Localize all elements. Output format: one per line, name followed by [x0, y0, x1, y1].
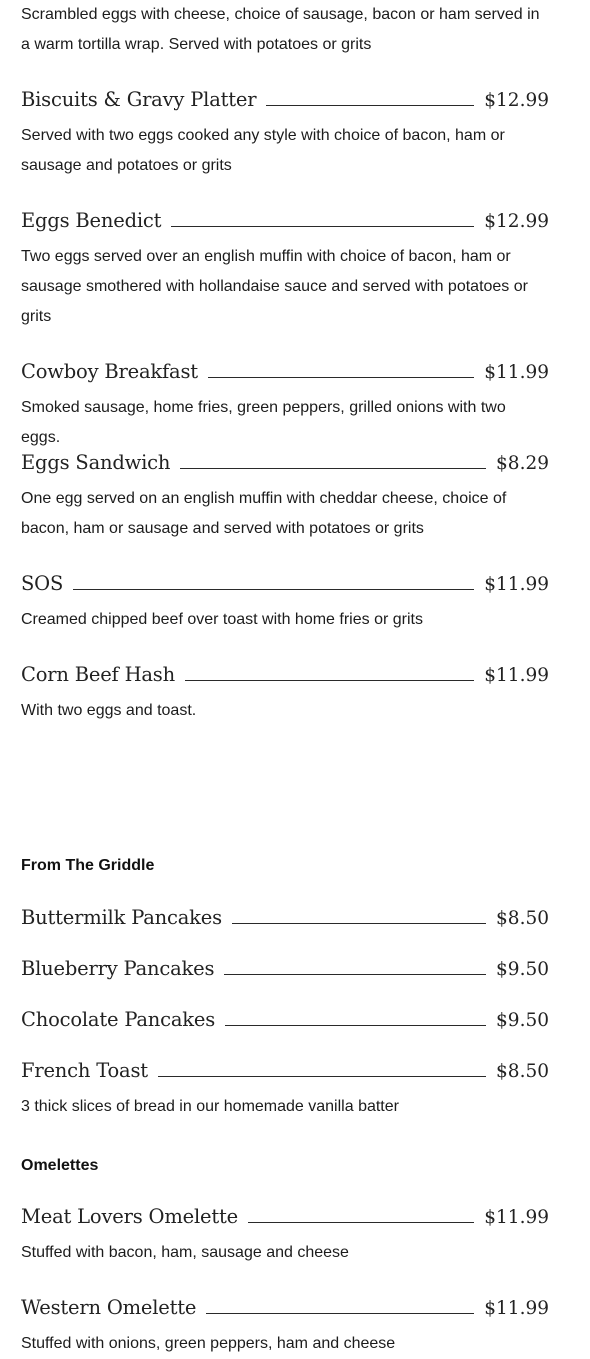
menu-item-eggs-sandwich	[21, 451, 549, 474]
item-description: With two eggs and toast.	[21, 702, 197, 719]
item-name: Western Omelette	[21, 1296, 197, 1319]
item-name: Corn Beef Hash	[21, 663, 175, 686]
item-name: Eggs Benedict	[21, 209, 162, 232]
item-description: Stuffed with bacon, ham, sausage and cheese	[21, 1244, 349, 1261]
item-name: French Toast	[21, 1059, 148, 1082]
item-name: Chocolate Pancakes	[21, 1008, 216, 1031]
item-price: $11.99	[484, 1207, 549, 1228]
item-description: Served with two eggs cooked any style with choice of bacon, ham or sausage and potatoes or grits	[21, 127, 505, 174]
dotted-leader	[171, 226, 474, 227]
menu-item-meat-lovers-omelette	[21, 1205, 549, 1228]
menu-item-western-omelette	[21, 1296, 549, 1319]
menu-item-blueberry-pancakes	[21, 957, 549, 980]
item-description: Stuffed with onions, green peppers, ham and cheese	[21, 1335, 396, 1352]
dotted-leader	[185, 680, 474, 681]
item-description: Creamed chipped beef over toast with home fries or grits	[21, 611, 423, 628]
menu-item-sos	[21, 572, 549, 595]
dotted-leader	[225, 1025, 486, 1026]
item-description: One egg served on an english muffin with cheddar cheese, choice of bacon, ham or sausage and served with potatoes or grits	[21, 490, 507, 537]
dotted-leader	[232, 923, 486, 924]
dotted-leader	[73, 589, 474, 590]
dotted-leader	[266, 105, 474, 106]
item-price: $8.50	[496, 908, 549, 929]
item-price: $9.50	[496, 1010, 549, 1031]
section-heading-griddle: From The Griddle	[21, 857, 155, 874]
item-price: $9.50	[496, 959, 549, 980]
menu-item-buttermilk-pancakes	[21, 906, 549, 929]
menu-item-eggs-benedict	[21, 209, 549, 232]
item-name: SOS	[21, 572, 64, 595]
item-price: $11.99	[484, 574, 549, 595]
item-name: Biscuits & Gravy Platter	[21, 88, 257, 111]
item-price: $11.99	[484, 665, 549, 686]
item-description: Scrambled eggs with cheese, choice of sausage, bacon or ham served in a warm tortilla wrap. Served with potatoes or grits	[21, 6, 540, 53]
item-name: Blueberry Pancakes	[21, 957, 215, 980]
menu-item-french-toast	[21, 1059, 549, 1082]
dotted-leader	[248, 1222, 474, 1223]
dotted-leader	[206, 1313, 474, 1314]
dotted-leader	[224, 974, 486, 975]
section-heading-omelettes: Omelettes	[21, 1157, 99, 1174]
item-price: $12.99	[484, 211, 549, 232]
item-price: $8.29	[496, 453, 549, 474]
menu-item-chocolate-pancakes	[21, 1008, 549, 1031]
item-price: $12.99	[484, 90, 549, 111]
item-price: $8.50	[496, 1061, 549, 1082]
menu-item-cowboy-breakfast	[21, 360, 549, 383]
menu-item-corn-beef-hash	[21, 663, 549, 686]
item-price: $11.99	[484, 1298, 549, 1319]
item-name: Cowboy Breakfast	[21, 360, 198, 383]
item-description: 3 thick slices of bread in our homemade vanilla batter	[21, 1098, 399, 1115]
menu-item-biscuits-gravy	[21, 88, 549, 111]
item-price: $11.99	[484, 362, 549, 383]
item-name: Buttermilk Pancakes	[21, 906, 222, 929]
dotted-leader	[208, 377, 474, 378]
dotted-leader	[158, 1076, 486, 1077]
item-description: Smoked sausage, home fries, green peppers, grilled onions with two eggs.	[21, 399, 506, 446]
item-description: Two eggs served over an english muffin with choice of bacon, ham or sausage smothered with hollandaise sauce and served with potatoes or grits	[21, 248, 528, 325]
item-name: Meat Lovers Omelette	[21, 1205, 238, 1228]
dotted-leader	[180, 468, 486, 469]
item-name: Eggs Sandwich	[21, 451, 171, 474]
